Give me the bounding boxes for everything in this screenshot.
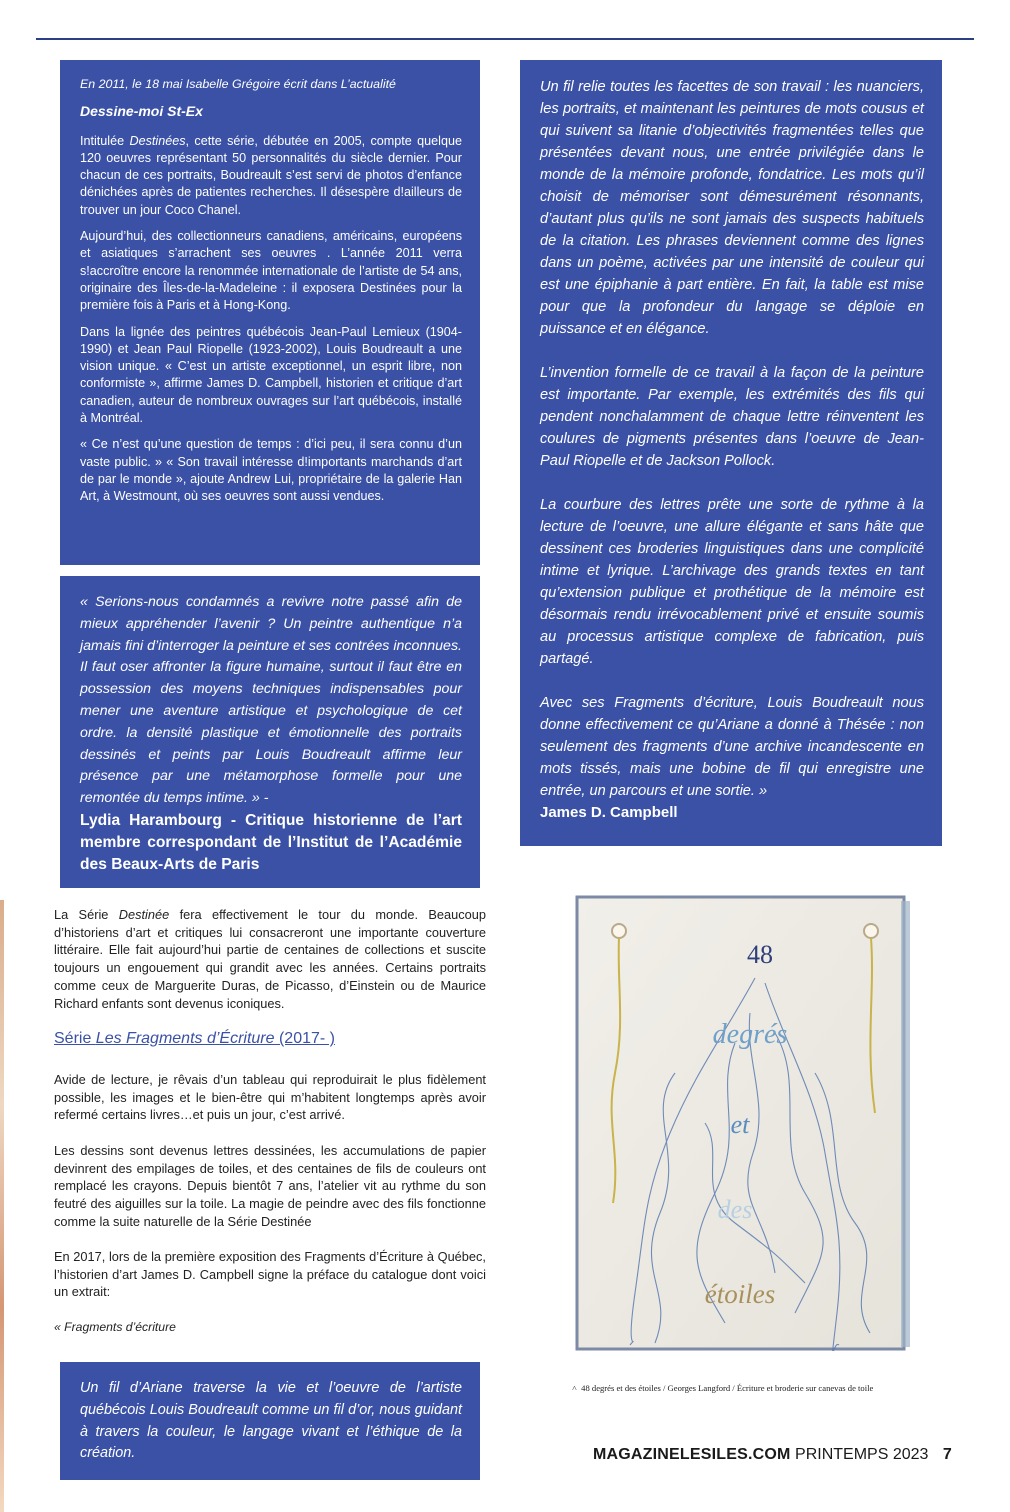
quote-text: Un fil d’Ariane traverse la vie et l’oeuvre de l’artiste québécois Louis Boudreault comme un fil d’or, nous guidant à travers la couleur, le langage vivant et l’éthique de la création.	[80, 1380, 462, 1462]
body-paragraph: Avide de lecture, je rêvais d’un tableau qui reproduirait le plus fidèlement possible, les images et le bien-être qui m’habitent longtemps après avoir refermé certains livres…et puis un jour, c’est arrivé.	[54, 1072, 486, 1123]
artwork-48-degres	[575, 893, 914, 1351]
section-title: Série Les Fragments d’Écriture (2017- )	[54, 1030, 335, 1047]
box-paragraph: « Ce n’est qu’une question de temps : d’ici peu, il sera connu d’un vaste public. » « Son travail intéresse d!importants marchands d’art de par le monde », ajoute Andrew Lui, propriétaire de la galerie Han Art, à Westmount, où ses oeuvres sont aussi vendues.	[80, 437, 462, 504]
body-paragraph: La Série Destinée fera effectivement le tour du monde. Beaucoup d’historiens d’art et critiques lui consacreront une importante couverture littéraire. Elle fait aujourd’hui partie de centaines de collections et suscite toujours un engouement qui grandit avec les années. Certains portraits comme ceux de Marguerite Duras, de Picasso, d’Einstein ou de Maurice Richard enfants sont devenus iconiques.	[54, 907, 486, 1011]
quote-paragraph: Avec ses Fragments d’écriture, Louis Boudreault nous donne effectivement ce qu’Ariane a donné à Thésée : non seulement des fragments d’une archive incandescente en mots tissés, mais une bobine de fil qui enregistre une entrée, un parcours et une sortie. »	[540, 695, 924, 799]
button-left	[612, 924, 626, 938]
quote-paragraph: Un fil relie toutes les facettes de son travail : les nuanciers, les portraits, et maintenant les peintures de mots cousus et qui suivent sa litanie d’objectivités fragmentées telles que présentées devant nous, une entrée privilégiée dans le monde de la mémoire profonde, fondatrice. Les mots qu’il choisit de mémoriser sont démesurément résonnants, d’autant plus qu’ils ne sont jamais des suspects habituels de la citation. Les phrases deviennent comme des lignes dans un poème, activées par une intensité de couleur qui est une épiphanie à part entière. En fait, la table est mise pour que la profondeur du langage se déploie en puissance et en élégance.	[540, 79, 924, 337]
top-rule	[36, 38, 974, 40]
body-paragraph: En 2017, lors de la première exposition des Fragments d’Écriture à Québec, l’historien d’art James D. Campbell signe la préface du catalogue dont voici un extrait:	[54, 1249, 486, 1300]
quote-signature: James D. Campbell	[540, 804, 678, 821]
footer-issue: PRINTEMPS 2023	[795, 1446, 929, 1463]
extract-title: « Fragments d’écriture	[54, 1319, 176, 1334]
art-word-5: étoiles	[704, 1279, 776, 1309]
box-paragraph: Intitulée Destinées, cette série, débutée en 2005, compte quelque 120 oeuvres représentant 50 personnalités du siècle dernier. Pour chacun de ces portraits, Boudreault s’est servi de photos d’enfance dénichées après de patientes recherches. Il désespère d!ailleurs de trouver un jour Coco Chanel.	[80, 133, 462, 217]
art-word-1: 48	[747, 940, 773, 969]
body-text-destinee	[54, 906, 486, 1012]
page-number: 7	[942, 1446, 952, 1463]
body-paragraph: Les dessins sont devenus lettres dessinées, les accumulations de papier devinrent des empilages de toiles, et des centaines de fils de couleurs ont remplacé les crayons. Depuis bientôt 7 ans, l’atelier vit au rythme du son feutré des aiguilles sur la toile. La magie de peindre avec des fils fonctionne comme la suite naturelle de la Série Destinée	[54, 1142, 486, 1229]
button-right	[864, 924, 878, 938]
quote-paragraph: La courbure des lettres prête une sorte de rythme à la lecture de l’oeuvre, une allure élégante et sans hâte que dessinent ces broderies linguistiques dans une complicité intime et lyrique. L’archivage des grands textes en tant qu’extension publique et prothétique de la mémoire est désormais rendu irrévocablement privé et ensuite soumis au processus artistique complexe de fabrication, puis partagé.	[540, 497, 924, 667]
footer-site: MAGAZINELESILES.COM	[593, 1446, 791, 1463]
artwork-caption: ˄ 48 degrés et des étoiles / Georges Langford / Écriture et broderie sur canevas de toile	[572, 1383, 874, 1393]
art-word-4: des	[717, 1195, 753, 1224]
edge-photo-strip	[0, 900, 4, 1512]
page-footer	[593, 1446, 952, 1464]
box-paragraph: Aujourd’hui, des collectionneurs canadiens, américains, européens et asiatiques s’arrachent ses oeuvres . L’année 2011 verra s!accroître encore la renommée internationale de l’artiste de 54 ans, originaire des Îles-de-la-Madeleine : il exposera Destinées pour la première fois à Paris et à Hong-Kong.	[80, 229, 462, 313]
quote-box-campbell	[520, 60, 942, 846]
artwork-canvas	[575, 893, 914, 1351]
quote-paragraph: L’invention formelle de ce travail à la façon de la peinture est importante. Par exemple, les extrémités des fils qui pendent nonchalamment de chaque lettre réinventent les coulures de pigments présentes dans l’oeuvre de Jean-Paul Riopelle et de Jackson Pollock.	[540, 365, 924, 469]
canvas-edge-threads	[901, 901, 910, 1347]
quote-text: « Serions-nous condamnés a revivre notre passé afin de mieux appréhender l’avenir ? Un peintre authentique n’a jamais fini d’interroger la peinture et ses contrées inconnues. Il faut oser affronter la figure humaine, surtout il faut être en possession des moyens techniques indispensables pour mener une aventure artistique et psychologique de cet ordre. la densité plastique et émotionnelle des portraits dessinés et peints par Louis Boudreault affirme leur présence par une métamorphose formelle pour une remontée du temps intime. » -	[80, 594, 462, 807]
art-word-2: degrés	[712, 1019, 788, 1050]
box-paragraph: Dans la lignée des peintres québécois Jean-Paul Lemieux (1904-1990) et Jean Paul Riopelle (1923-2002), Louis Boudreault a une vision unique. « C’est un artiste exceptionnel, un esprit libre, non conformiste », affirme James D. Campbell, historien et critique d’art canadien, auteur de nombreux ouvrages sur l’art québécois, installé à Montréal.	[80, 324, 462, 426]
caption-bullet-icon: ˄	[572, 1383, 582, 1393]
quote-box-harambourg	[60, 576, 480, 888]
quote-author: Lydia Harambourg - Critique historienne de l’art membre correspondant de l’Institut de l’Académie des Beaux-Arts de Paris	[80, 811, 462, 873]
box-heading: Dessine-moi St-Ex	[80, 103, 203, 120]
box-lead: En 2011, le 18 mai Isabelle Grégoire écrit dans L’actualité	[80, 77, 396, 91]
quote-box-ariane	[60, 1362, 480, 1480]
art-word-3: et	[730, 1110, 750, 1139]
article-box-dessine-moi	[60, 60, 480, 565]
body-text-fragments	[54, 1071, 486, 1337]
